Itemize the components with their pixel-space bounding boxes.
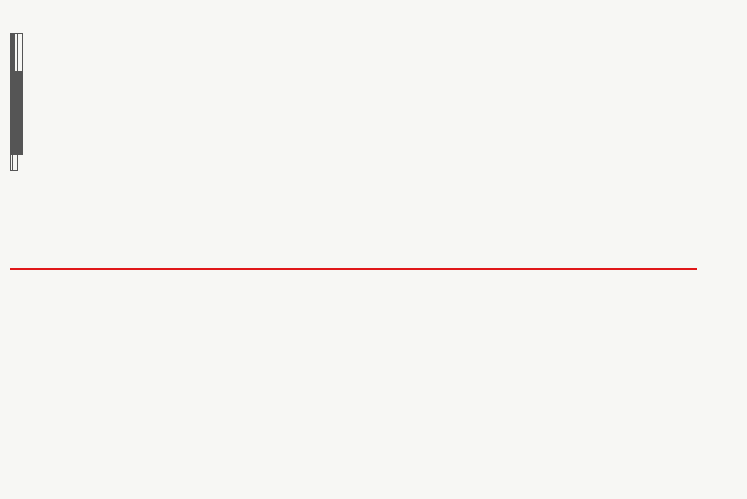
highlight-line xyxy=(10,268,697,270)
header-crushing xyxy=(22,72,23,155)
table-title xyxy=(58,5,658,32)
header-allowable xyxy=(18,34,23,72)
steel-properties-table xyxy=(10,33,23,171)
header-unit xyxy=(13,155,18,171)
